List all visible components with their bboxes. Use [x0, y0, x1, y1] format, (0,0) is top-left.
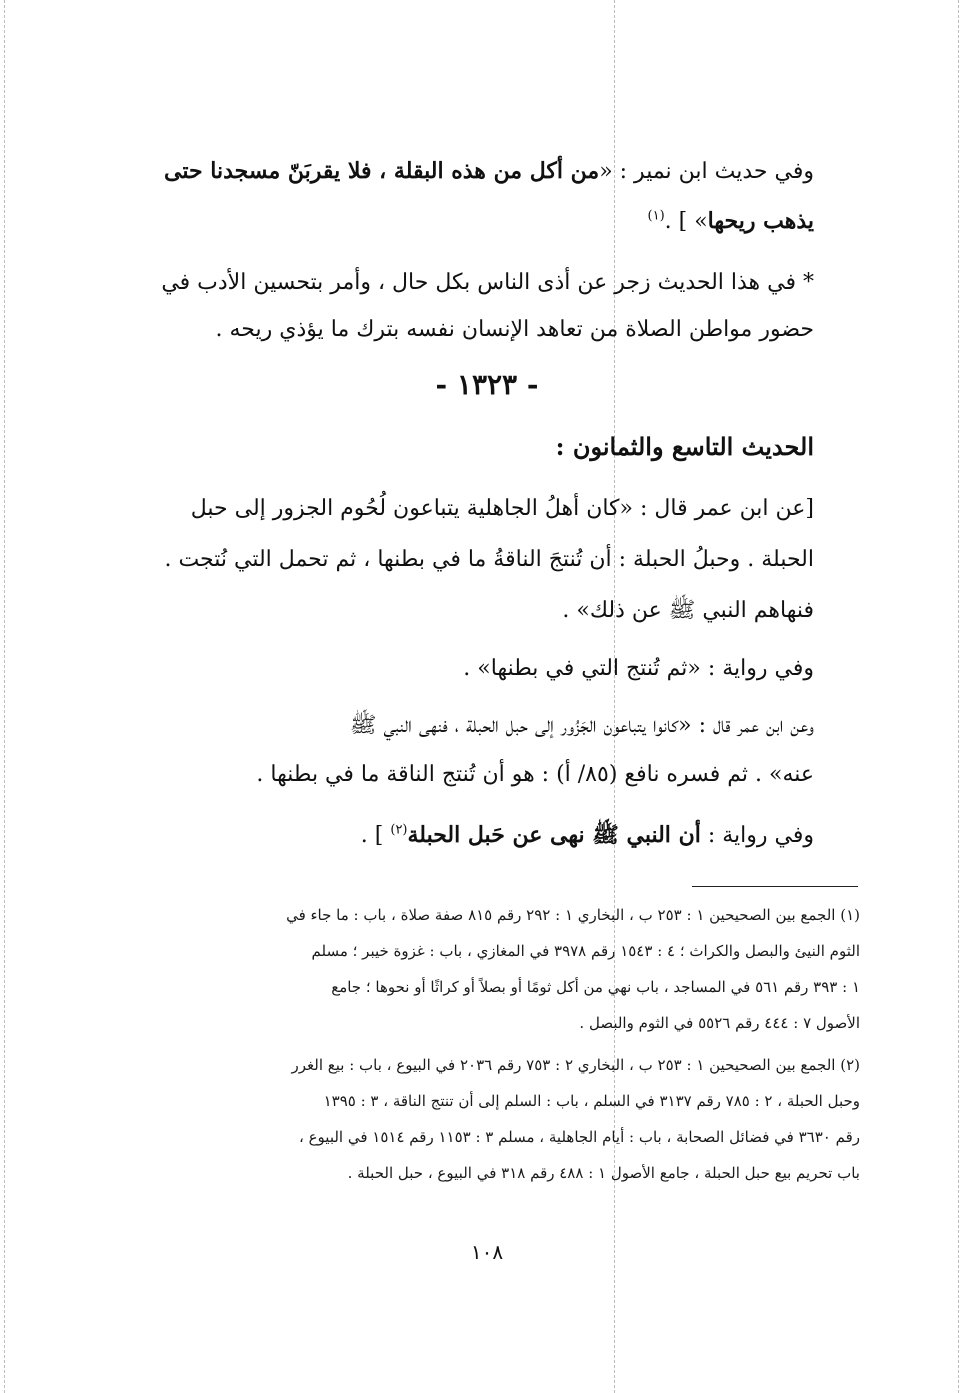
entry-number: - ١٣٢٣ - — [435, 368, 539, 401]
footnote-2-line-4: باب تحريم بيع حبل الحبلة ، جامع الأصول ١ : ٤٨٨ رقم ٣١٨ في البيوع ، حبل الحبلة . — [347, 1164, 860, 1182]
scan-guide-line — [958, 0, 959, 1393]
footnote-1-line-2: الثوم النيئ والبصل والكراث ؛ ٤ : ١٥٤٣ رقم ٣٩٧٨ في المغازي ، باب : غزوة خيبر ؛ مسلم — [311, 942, 860, 960]
footnote-2-line-1: (٢) الجمع بين الصحيحين ١ : ٢٥٣ ب ، البخاري ٢ : ٧٥٣ رقم ٢٠٣٦ في البيوع ، باب : بيع الغرر — [291, 1056, 860, 1074]
footnote-2-line-2: وحبل الحبلة ، ٢ : ٧٨٥ رقم ٣١٣٧ في السلم ، باب : السلم إلى أن تنتج الناقة ، ٣ : ١٣٩٥ — [323, 1092, 860, 1110]
riwaya-2 — [154, 820, 814, 851]
ibn-umar-narration-line-2: عنه» . ثم فسره نافع (٨٥/ أ) : هو أن تُنتج الناقة ما في بطنها . — [256, 762, 814, 787]
commentary-line-2: حضور مواطن الصلاة من تعاهد الإنسان نفسه بترك ما يؤذي ريحه . — [215, 317, 814, 342]
riwaya-2-quote: أن النبي ﷺ نهى عن حَبل الحبلة — [407, 822, 701, 848]
paragraph-ibn-numair-close: » ] . — [664, 209, 708, 234]
footnote-reference-1: (١) — [647, 208, 665, 224]
footnote-1-line-4: الأصول ٧ : ٤٤٤ رقم ٥٥٢٦ في الثوم والبصل . — [579, 1014, 860, 1032]
scan-guide-line — [4, 0, 5, 1393]
paragraph-ibn-numair-line-1 — [154, 156, 814, 187]
hadith-text-line-2: الحبلة . وحبلُ الحبلة : أن تُنتجَ الناقةُ ما في بطنها ، ثم تحمل التي نُتجت . — [164, 547, 814, 572]
paragraph-ibn-numair-quote: من أكل من هذه البقلة ، فلا يقربَنّ مسجدنا حتى — [164, 158, 600, 184]
hadith-text-line-1: [عن ابن عمر قال : «كان أهلُ الجاهلية يتباعون لُحُوم الجزور إلى حبل — [190, 496, 814, 521]
commentary-line-1: * في هذا الحديث زجر عن أذى الناس بكل حال ، وأمر بتحسين الأدب في — [161, 270, 814, 295]
hadith-heading: الحديث التاسع والثمانون : — [555, 432, 814, 461]
footnote-reference-2: (٢) — [390, 822, 408, 838]
paragraph-ibn-numair-intro: وفي حديث ابن نمير : « — [599, 159, 814, 184]
footnote-1-line-1: (١) الجمع بين الصحيحين ١ : ٢٥٣ ب ، البخاري ١ : ٢٩٢ رقم ٨١٥ صفة صلاة ، باب : ما جاء في — [286, 906, 860, 924]
footnote-2-line-3: رقم ٣٦٣٠ في فضائل الصحابة ، باب : أيام الجاهلية ، مسلم ٣ : ١١٥٣ رقم ١٥١٤ في البيوع ، — [298, 1128, 860, 1146]
footnote-separator — [692, 886, 858, 887]
riwaya-2-intro: وفي رواية : — [700, 823, 814, 848]
paragraph-ibn-numair-quote-end: يذهب ريحها — [707, 208, 814, 234]
hadith-text-line-3: فنهاهم النبي ﷺ عن ذلك» . — [562, 598, 814, 623]
ibn-umar-narration-line-1: وعن ابن عمر قال : «كانوا يتباعون الجَزُور إلى حبل الحبلة ، فنهى النبي ﷺ — [349, 713, 814, 738]
page-number: ١٠٨ — [470, 1240, 504, 1264]
footnote-1-line-3: ١ : ٣٩٣ رقم ٥٦١ في المساجد ، باب نهي من أكل ثومًا أو بصلاً أو كراثًا أو نحوها ؛ جامع — [331, 978, 860, 996]
paragraph-ibn-numair-line-2 — [154, 206, 814, 237]
riwaya-1: وفي رواية : «ثم تُنتج التي في بطنها» . — [463, 656, 814, 681]
riwaya-2-close: ] . — [360, 823, 391, 848]
